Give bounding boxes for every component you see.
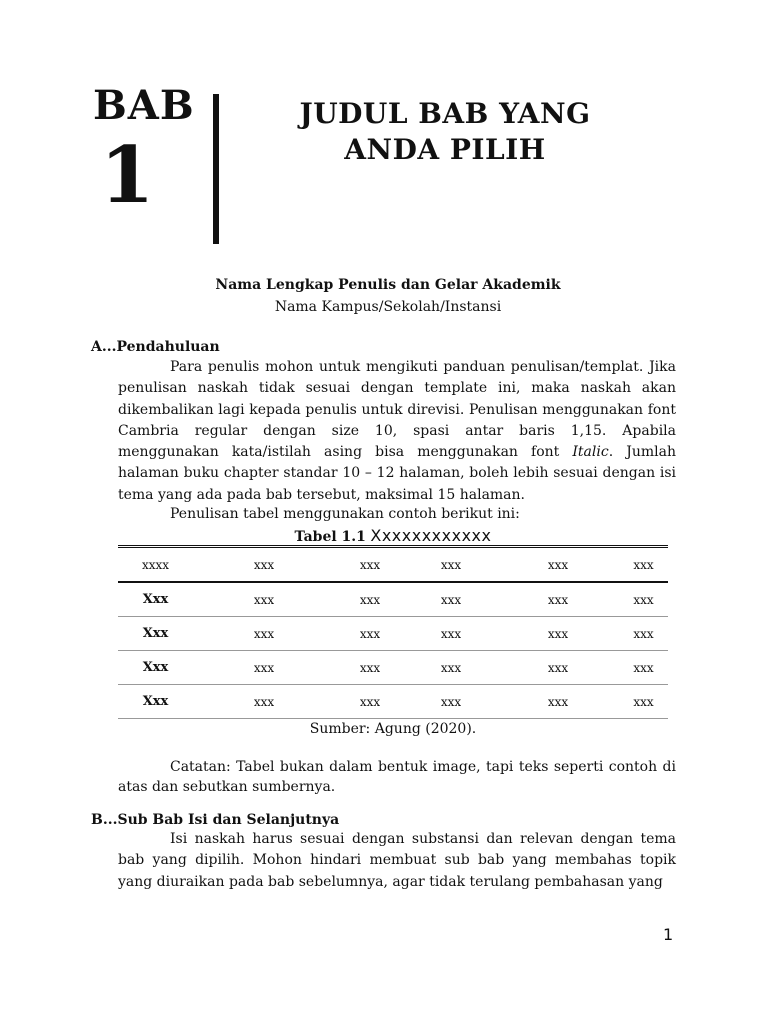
table-cell: xxx [335, 685, 405, 719]
table-cell: xxx [619, 582, 668, 617]
table-cell: xxx [405, 651, 497, 685]
table-row-label: Xxx [118, 651, 193, 685]
section-a-p1-text: Para penulis mohon untuk mengikuti panduan penulisan/templat. Jika penulisan naskah tidak sesuai dengan template ini, maka naskah akan dikembalikan lagi kepada penulis untuk direvisi. Penulisan menggunakan font Cambria regular dengan size 10, spasi antar baris 1,15. Apabila menggunakan kata/istilah asing bisa menggunakan font [118, 359, 676, 461]
page-number: 1 [663, 925, 674, 944]
table-row-label: Xxx [118, 617, 193, 651]
table-note-text: Catatan: Tabel bukan dalam bentuk image, tapi teks seperti contoh di atas dan sebutkan sumbernya. [118, 759, 676, 795]
chapter-label: BAB [93, 82, 195, 129]
section-a-heading: A...Pendahuluan [91, 339, 220, 355]
table-cell: xxx [497, 582, 619, 617]
table-header-cell: xxx [405, 547, 497, 583]
section-b-p1-text: Isi naskah harus sesuai dengan substansi dan relevan dengan tema bab yang dipilih. Mohon hindari membuat sub bab yang membahas topik yang diuraikan pada bab sebelumnya, agar tidak terulang pembahasan yang [118, 831, 676, 890]
table-cell: xxx [405, 685, 497, 719]
table-row [118, 617, 668, 651]
author-affiliation: Nama Kampus/Sekolah/Instansi [274, 299, 502, 315]
table-note [118, 757, 676, 797]
table-cell: xxx [619, 651, 668, 685]
chapter-title-line-2: ANDA PILIH [344, 133, 546, 166]
table-caption-text: Xxxxxxxxxxxx [370, 526, 492, 545]
table-cell: xxx [335, 651, 405, 685]
section-b-paragraph-1 [118, 829, 676, 893]
chapter-title-line-1: JUDUL BAB YANG [299, 97, 591, 130]
table-header-cell: xxxx [118, 547, 193, 583]
section-a-paragraph-1 [118, 357, 676, 506]
table-row [118, 685, 668, 719]
table-header-cell: xxx [335, 547, 405, 583]
table-cell: xxx [497, 617, 619, 651]
section-a-p1-italic: Italic [572, 444, 609, 461]
data-table [118, 545, 668, 719]
table-cell: xxx [619, 617, 668, 651]
section-b-heading: B...Sub Bab Isi dan Selanjutnya [91, 812, 340, 828]
table-cell: xxx [193, 685, 335, 719]
table-header-cell: xxx [619, 547, 668, 583]
chapter-divider [213, 94, 219, 244]
author-name: Nama Lengkap Penulis dan Gelar Akademik [215, 277, 561, 293]
table-cell: xxx [497, 651, 619, 685]
table-cell: xxx [193, 617, 335, 651]
table-cell: xxx [497, 685, 619, 719]
table-cell: xxx [193, 651, 335, 685]
table-cell: xxx [405, 582, 497, 617]
table-header-row [118, 547, 668, 583]
section-a-p2-text: Penulisan tabel menggunakan contoh berikut ini: [170, 506, 520, 522]
table-header-cell: xxx [193, 547, 335, 583]
table-cell: xxx [405, 617, 497, 651]
table-caption-label: Tabel 1.1 [294, 529, 366, 545]
section-a-paragraph-2 [118, 504, 676, 525]
table-caption [118, 526, 668, 545]
section-a-p1-text-end: . Jumlah halaman buku chapter standar 10 – 12 halaman, boleh lebih sesuai dengan isi tema yang ada pada bab tersebut, maksimal 15 halaman. [118, 444, 676, 503]
table-cell: xxx [619, 685, 668, 719]
table-source: Sumber: Agung (2020). [309, 721, 477, 737]
table-header-cell: xxx [497, 547, 619, 583]
table-row-label: Xxx [118, 685, 193, 719]
table-cell: xxx [335, 617, 405, 651]
table-row [118, 582, 668, 617]
table-row-label: Xxx [118, 582, 193, 617]
table-cell: xxx [335, 582, 405, 617]
chapter-number: 1 [100, 130, 155, 221]
table-cell: xxx [193, 582, 335, 617]
chapter-title [270, 96, 620, 168]
table-row [118, 651, 668, 685]
